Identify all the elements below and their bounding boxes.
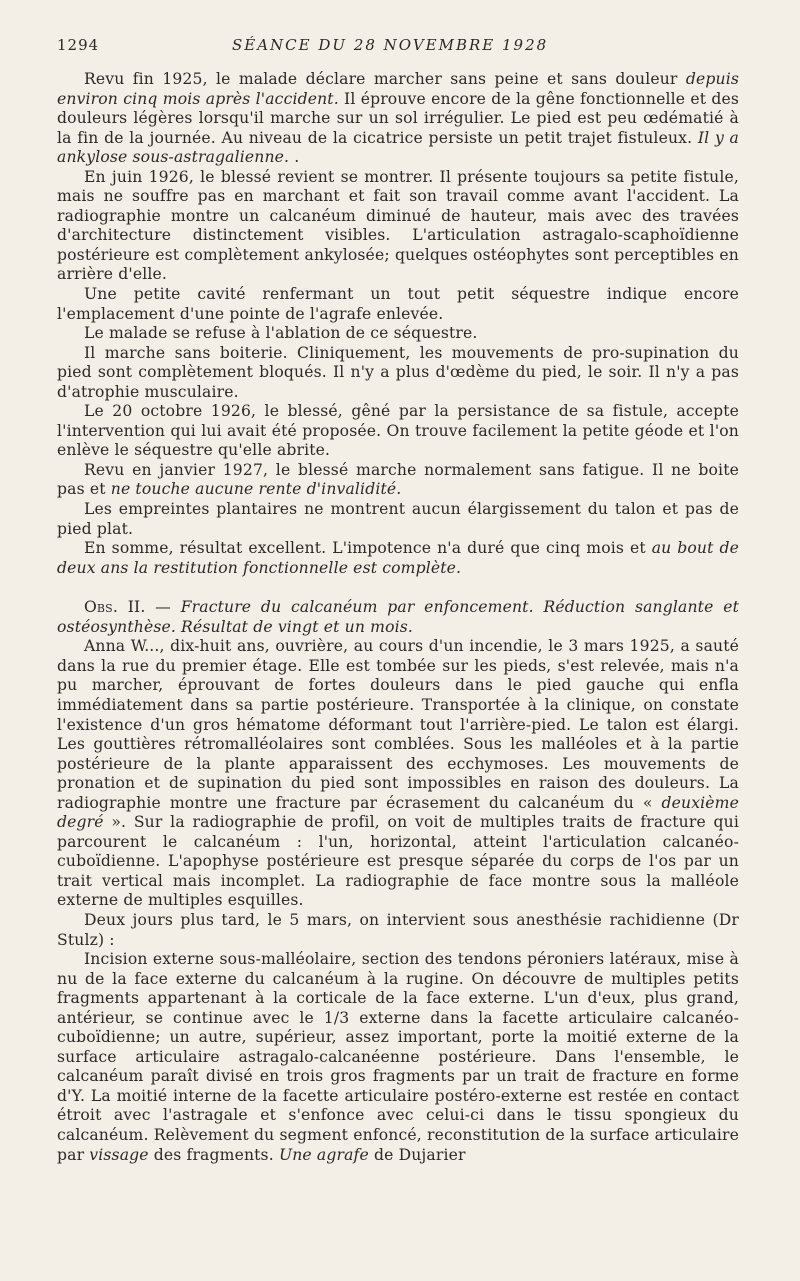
- paragraph: [57, 70, 739, 168]
- italic-text: au bout de deux ans la restitution fonctionnelle est complète.: [57, 539, 739, 577]
- page-number: 1294: [57, 36, 100, 54]
- paragraph: [57, 324, 739, 344]
- text-run: ». Sur la radiographie de profil, on voit de multiples traits de fracture qui parcourent le calcanéum : l'un, horizontal, atteint l'articulation calcanéo-cuboïdienne. L'apophyse postérieure est presque séparée du corps de l'os par un trait vertical mais incomplet. La radiographie de face montre sous la malléole externe de multiples esquilles.: [57, 813, 739, 910]
- paragraph: [57, 402, 739, 461]
- italic-text: depuis environ cinq mois après l'accident.: [57, 70, 739, 108]
- paragraph: [57, 168, 739, 285]
- text-run: Il éprouve encore de la gêne fonctionnelle et des douleurs légères lorsqu'il marche sur un sol irrégulier. Le pied est peu œdématié à la fin de la journée. Au niveau de la cicatrice persiste un petit trajet fistuleux.: [57, 89, 739, 147]
- paragraph: [57, 598, 739, 637]
- italic-text: Fracture du calcanéum par enfoncement. Réduction sanglante et ostéosynthèse. Résultat de vingt et un mois.: [57, 598, 739, 636]
- paragraph: [57, 285, 739, 324]
- text-run: Obs. II.: [84, 598, 146, 617]
- text-run: Deux jours plus tard, le 5 mars, on intervient sous anesthésie rachidienne (Dr Stulz) :: [57, 910, 739, 949]
- running-header: [57, 36, 739, 58]
- text-run: de Dujarier: [368, 1145, 466, 1164]
- text-run: —: [145, 598, 181, 617]
- text-run: .: [289, 148, 300, 167]
- italic-text: vissage: [89, 1145, 149, 1164]
- paragraph: [57, 911, 739, 950]
- text-run: Incision externe sous-malléolaire, section des tendons péroniers latéraux, mise à nu de la face externe du calcanéum à la rugine. On découvre de multiples petits fragments appartenant à la corticale de la face externe. L'un d'eux, plus grand, antérieur, se continue avec le 1/3 externe dans la facette articulaire calcanéo-cuboïdienne; un autre, supérieur, assez important, porte la moitié externe de la surface articulaire astragalo-calcanéenne postérieure. Dans l'ensemble, le calcanéum paraît divisé en trois gros fragments par un trait de fracture en forme d'Y. La moitié interne de la facette articulaire postéro-externe est restée en contact étroit avec l'astragale et s'enfonce avec celui-ci dans le tissu spongieux du calcanéum. Relèvement du segment enfoncé, reconstitution de la surface articulaire par: [57, 950, 739, 1164]
- text-run: Le malade se refuse à l'ablation de ce séquestre.: [84, 324, 478, 343]
- italic-text: deuxième degré: [57, 793, 739, 832]
- text-run: Les empreintes plantaires ne montrent aucun élargissement du talon et pas de pied plat.: [57, 500, 739, 538]
- paragraph: [57, 461, 739, 500]
- paragraph: [57, 950, 739, 1165]
- text-run: Revu en janvier 1927, le blessé marche normalement sans fatigue. Il ne boite pas et: [57, 460, 739, 499]
- text-run: Le 20 octobre 1926, le blessé, gêné par la persistance de sa fistule, accepte l'intervention qui lui avait été proposée. On trouve facilement la petite géode et l'on enlève le séquestre qu'elle abrite.: [57, 402, 739, 460]
- text-run: Revu fin 1925, le malade déclare marcher sans peine et sans douleur: [84, 70, 686, 88]
- italic-text: Une agrafe: [278, 1145, 369, 1164]
- text-run: Une petite cavité renfermant un tout petit séquestre indique encore l'emplacement d'une pointe de l'agrafe enlevée.: [57, 285, 739, 323]
- paragraph: [57, 539, 739, 578]
- section-gap: [57, 578, 739, 598]
- paragraph: [57, 344, 739, 403]
- body-text: [57, 70, 739, 1165]
- text-run: des fragments.: [148, 1145, 279, 1164]
- text-run: En juin 1926, le blessé revient se montrer. Il présente toujours sa petite fistule, mais ne souffre pas en marchant et fait son travail comme avant l'accident. La radiographie montre un calcanéum diminué de hauteur, mais avec des travées d'architecture distinctement visibles. L'articulation astragalo-scaphoïdienne postérieure est complètement ankylosée; quelques ostéophytes sont perceptibles en arrière d'elle.: [57, 167, 739, 284]
- text-run: Anna W..., dix-huit ans, ouvrière, au cours d'un incendie, le 3 mars 1925, a sauté dans la rue du premier étage. Elle est tombée sur les pieds, s'est relevée, mais n'a pu marcher, éprouvant de fortes douleurs dans le pied gauche qui enfla immédiatement dans sa partie postérieure. Transportée à la clinique, on constate l'existence d'un gros hématome déformant tout l'arrière-pied. Le talon est élargi. Les gouttières rétromalléolaires sont comblées. Sous les malléoles et à la partie postérieure de la plante apparaissent des ecchymoses. Les mouvements de pronation et de supination du pied sont impossibles en raison des douleurs. La radiographie montre une fracture par écrasement du calcanéum du «: [57, 637, 739, 812]
- italic-text: ne touche aucune rente d'invalidité.: [110, 480, 402, 499]
- text-run: Il marche sans boiterie. Cliniquement, les mouvements de pro-supination du pied sont complètement bloqués. Il n'y a plus d'œdème du pied, le soir. Il n'y a pas d'atrophie musculaire.: [57, 343, 739, 401]
- running-title: SÉANCE DU 28 NOVEMBRE 1928: [232, 36, 549, 54]
- paragraph: [57, 500, 739, 539]
- text-run: En somme, résultat excellent. L'impotence n'a duré que cinq mois et: [84, 539, 652, 558]
- italic-text: Il y a ankylose sous-astragalienne.: [57, 128, 739, 167]
- paragraph: [57, 637, 739, 911]
